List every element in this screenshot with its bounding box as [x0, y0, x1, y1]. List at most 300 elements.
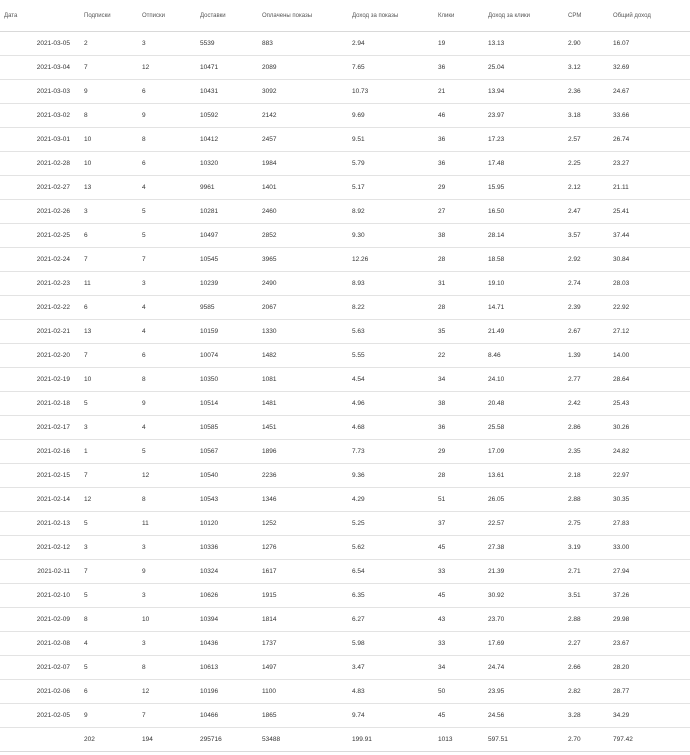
table-row — [0, 80, 690, 104]
impression-revenue-cell: 9.30 — [346, 224, 432, 248]
click-revenue-cell: 24.74 — [482, 656, 562, 680]
clicks-cell: 29 — [432, 440, 482, 464]
table-row — [0, 416, 690, 440]
impression-revenue-cell: 5.79 — [346, 152, 432, 176]
unsubscriptions-cell: 9 — [136, 560, 194, 584]
cpm-cell: 2.82 — [562, 680, 607, 704]
total-unsubscriptions-cell: 194 — [136, 728, 194, 752]
subscriptions-cell: 5 — [78, 584, 136, 608]
total-revenue-cell: 24.82 — [607, 440, 690, 464]
total-revenue-cell: 28.64 — [607, 368, 690, 392]
cpm-cell: 2.77 — [562, 368, 607, 392]
subscriptions-cell: 1 — [78, 440, 136, 464]
clicks-cell: 31 — [432, 272, 482, 296]
paid-impressions-cell: 1915 — [256, 584, 346, 608]
click-revenue-cell: 8.46 — [482, 344, 562, 368]
totals-row — [0, 728, 690, 752]
total-date-cell — [0, 728, 78, 752]
subscriptions-cell: 3 — [78, 416, 136, 440]
unsubscriptions-cell: 4 — [136, 176, 194, 200]
total-revenue-cell: 37.26 — [607, 584, 690, 608]
click-revenue-cell: 24.10 — [482, 368, 562, 392]
clicks-cell: 27 — [432, 200, 482, 224]
paid-impressions-cell: 1401 — [256, 176, 346, 200]
total-click-revenue-cell: 597.51 — [482, 728, 562, 752]
date-cell: 2021-02-09 — [0, 608, 78, 632]
unsubscriptions-cell: 5 — [136, 440, 194, 464]
date-cell: 2021-02-28 — [0, 152, 78, 176]
total-revenue-cell: 22.92 — [607, 296, 690, 320]
table-body — [0, 32, 690, 752]
click-revenue-cell: 13.13 — [482, 32, 562, 56]
unsubscriptions-cell: 12 — [136, 680, 194, 704]
cpm-cell: 3.19 — [562, 536, 607, 560]
impression-revenue-cell: 7.65 — [346, 56, 432, 80]
date-cell: 2021-02-22 — [0, 296, 78, 320]
clicks-cell: 28 — [432, 464, 482, 488]
click-revenue-cell: 23.70 — [482, 608, 562, 632]
deliveries-cell: 10543 — [194, 488, 256, 512]
table-row — [0, 344, 690, 368]
cpm-cell: 2.90 — [562, 32, 607, 56]
total-revenue-cell: 21.11 — [607, 176, 690, 200]
click-revenue-cell: 25.58 — [482, 416, 562, 440]
total-revenue-cell: 30.26 — [607, 416, 690, 440]
impression-revenue-cell: 12.26 — [346, 248, 432, 272]
date-cell: 2021-02-15 — [0, 464, 78, 488]
click-revenue-cell: 18.58 — [482, 248, 562, 272]
table-row — [0, 584, 690, 608]
cpm-cell: 2.66 — [562, 656, 607, 680]
unsubscriptions-cell: 11 — [136, 512, 194, 536]
cpm-cell: 2.42 — [562, 392, 607, 416]
impression-revenue-cell: 5.17 — [346, 176, 432, 200]
cpm-cell: 2.25 — [562, 152, 607, 176]
deliveries-cell: 5539 — [194, 32, 256, 56]
deliveries-cell: 10350 — [194, 368, 256, 392]
column-header-click-revenue: Доход за клики — [482, 0, 562, 32]
subscriptions-cell: 6 — [78, 224, 136, 248]
clicks-cell: 33 — [432, 560, 482, 584]
paid-impressions-cell: 1865 — [256, 704, 346, 728]
table-row — [0, 656, 690, 680]
deliveries-cell: 10540 — [194, 464, 256, 488]
impression-revenue-cell: 10.73 — [346, 80, 432, 104]
unsubscriptions-cell: 3 — [136, 536, 194, 560]
paid-impressions-cell: 1330 — [256, 320, 346, 344]
clicks-cell: 45 — [432, 704, 482, 728]
table-row — [0, 704, 690, 728]
subscriptions-cell: 6 — [78, 296, 136, 320]
deliveries-cell: 10281 — [194, 200, 256, 224]
deliveries-cell: 10159 — [194, 320, 256, 344]
date-cell: 2021-02-19 — [0, 368, 78, 392]
clicks-cell: 29 — [432, 176, 482, 200]
total-revenue-cell: 27.83 — [607, 512, 690, 536]
table-row — [0, 560, 690, 584]
total-revenue-cell: 37.44 — [607, 224, 690, 248]
table-row — [0, 632, 690, 656]
subscriptions-cell: 7 — [78, 344, 136, 368]
paid-impressions-cell: 2089 — [256, 56, 346, 80]
date-cell: 2021-02-26 — [0, 200, 78, 224]
table-row — [0, 512, 690, 536]
cpm-cell: 2.12 — [562, 176, 607, 200]
subscriptions-cell: 10 — [78, 128, 136, 152]
cpm-cell: 2.36 — [562, 80, 607, 104]
unsubscriptions-cell: 3 — [136, 32, 194, 56]
impression-revenue-cell: 5.63 — [346, 320, 432, 344]
date-cell: 2021-02-11 — [0, 560, 78, 584]
total-revenue-cell: 34.29 — [607, 704, 690, 728]
click-revenue-cell: 21.39 — [482, 560, 562, 584]
clicks-cell: 35 — [432, 320, 482, 344]
impression-revenue-cell: 6.35 — [346, 584, 432, 608]
unsubscriptions-cell: 8 — [136, 488, 194, 512]
date-cell: 2021-02-24 — [0, 248, 78, 272]
unsubscriptions-cell: 7 — [136, 704, 194, 728]
table-row — [0, 152, 690, 176]
cpm-cell: 2.67 — [562, 320, 607, 344]
total-revenue-cell: 32.69 — [607, 56, 690, 80]
click-revenue-cell: 26.05 — [482, 488, 562, 512]
cpm-cell: 3.51 — [562, 584, 607, 608]
paid-impressions-cell: 1497 — [256, 656, 346, 680]
impression-revenue-cell: 4.68 — [346, 416, 432, 440]
clicks-cell: 19 — [432, 32, 482, 56]
deliveries-cell: 10324 — [194, 560, 256, 584]
unsubscriptions-cell: 4 — [136, 416, 194, 440]
column-header-subscriptions: Подписки — [78, 0, 136, 32]
paid-impressions-cell: 2142 — [256, 104, 346, 128]
date-cell: 2021-02-17 — [0, 416, 78, 440]
date-cell: 2021-02-07 — [0, 656, 78, 680]
column-header-total-revenue: Общий доход — [607, 0, 690, 32]
total-revenue-cell: 29.98 — [607, 608, 690, 632]
date-cell: 2021-02-06 — [0, 680, 78, 704]
cpm-cell: 2.57 — [562, 128, 607, 152]
impression-revenue-cell: 2.94 — [346, 32, 432, 56]
table-row — [0, 176, 690, 200]
total-revenue-cell: 23.67 — [607, 632, 690, 656]
date-cell: 2021-02-08 — [0, 632, 78, 656]
click-revenue-cell: 25.04 — [482, 56, 562, 80]
paid-impressions-cell: 1814 — [256, 608, 346, 632]
cpm-cell: 2.18 — [562, 464, 607, 488]
click-revenue-cell: 19.10 — [482, 272, 562, 296]
deliveries-cell: 10394 — [194, 608, 256, 632]
table-row — [0, 296, 690, 320]
clicks-cell: 36 — [432, 416, 482, 440]
unsubscriptions-cell: 6 — [136, 80, 194, 104]
table-row — [0, 248, 690, 272]
cpm-cell: 2.88 — [562, 608, 607, 632]
impression-revenue-cell: 4.54 — [346, 368, 432, 392]
impression-revenue-cell: 4.29 — [346, 488, 432, 512]
deliveries-cell: 9961 — [194, 176, 256, 200]
impression-revenue-cell: 9.36 — [346, 464, 432, 488]
cpm-cell: 2.39 — [562, 296, 607, 320]
click-revenue-cell: 27.38 — [482, 536, 562, 560]
clicks-cell: 21 — [432, 80, 482, 104]
click-revenue-cell: 16.50 — [482, 200, 562, 224]
unsubscriptions-cell: 5 — [136, 224, 194, 248]
cpm-cell: 3.28 — [562, 704, 607, 728]
clicks-cell: 33 — [432, 632, 482, 656]
subscriptions-cell: 10 — [78, 152, 136, 176]
header-row — [0, 0, 690, 32]
impression-revenue-cell: 8.93 — [346, 272, 432, 296]
paid-impressions-cell: 1252 — [256, 512, 346, 536]
deliveries-cell: 10514 — [194, 392, 256, 416]
unsubscriptions-cell: 8 — [136, 656, 194, 680]
subscriptions-cell: 5 — [78, 656, 136, 680]
subscriptions-cell: 9 — [78, 80, 136, 104]
clicks-cell: 45 — [432, 584, 482, 608]
cpm-cell: 2.75 — [562, 512, 607, 536]
date-cell: 2021-02-23 — [0, 272, 78, 296]
total-revenue-cell: 30.35 — [607, 488, 690, 512]
unsubscriptions-cell: 4 — [136, 296, 194, 320]
deliveries-cell: 10613 — [194, 656, 256, 680]
date-cell: 2021-03-02 — [0, 104, 78, 128]
clicks-cell: 37 — [432, 512, 482, 536]
unsubscriptions-cell: 12 — [136, 56, 194, 80]
total-clicks-cell: 1013 — [432, 728, 482, 752]
date-cell: 2021-02-12 — [0, 536, 78, 560]
subscriptions-cell: 5 — [78, 512, 136, 536]
total-revenue-cell: 28.03 — [607, 272, 690, 296]
cpm-cell: 2.47 — [562, 200, 607, 224]
click-revenue-cell: 17.09 — [482, 440, 562, 464]
column-header-date: Дата — [0, 0, 78, 32]
impression-revenue-cell: 9.74 — [346, 704, 432, 728]
paid-impressions-cell: 2236 — [256, 464, 346, 488]
clicks-cell: 36 — [432, 152, 482, 176]
paid-impressions-cell: 3092 — [256, 80, 346, 104]
deliveries-cell: 10626 — [194, 584, 256, 608]
deliveries-cell: 10471 — [194, 56, 256, 80]
date-cell: 2021-02-13 — [0, 512, 78, 536]
deliveries-cell: 10196 — [194, 680, 256, 704]
clicks-cell: 50 — [432, 680, 482, 704]
total-deliveries-cell: 295716 — [194, 728, 256, 752]
date-cell: 2021-02-18 — [0, 392, 78, 416]
paid-impressions-cell: 2490 — [256, 272, 346, 296]
total-revenue-cell: 24.67 — [607, 80, 690, 104]
total-revenue-cell: 16.07 — [607, 32, 690, 56]
subscriptions-cell: 3 — [78, 200, 136, 224]
table-row — [0, 392, 690, 416]
cpm-cell: 3.57 — [562, 224, 607, 248]
paid-impressions-cell: 2460 — [256, 200, 346, 224]
impression-revenue-cell: 8.92 — [346, 200, 432, 224]
subscriptions-cell: 12 — [78, 488, 136, 512]
subscriptions-cell: 9 — [78, 704, 136, 728]
paid-impressions-cell: 2457 — [256, 128, 346, 152]
deliveries-cell: 10239 — [194, 272, 256, 296]
total-revenue-cell: 33.66 — [607, 104, 690, 128]
date-cell: 2021-02-16 — [0, 440, 78, 464]
deliveries-cell: 10120 — [194, 512, 256, 536]
date-cell: 2021-02-25 — [0, 224, 78, 248]
clicks-cell: 36 — [432, 128, 482, 152]
click-revenue-cell: 13.94 — [482, 80, 562, 104]
paid-impressions-cell: 2067 — [256, 296, 346, 320]
clicks-cell: 43 — [432, 608, 482, 632]
column-header-deliveries: Доставки — [194, 0, 256, 32]
paid-impressions-cell: 1100 — [256, 680, 346, 704]
paid-impressions-cell: 2852 — [256, 224, 346, 248]
click-revenue-cell: 28.14 — [482, 224, 562, 248]
table-row — [0, 464, 690, 488]
cpm-cell: 3.18 — [562, 104, 607, 128]
subscriptions-cell: 13 — [78, 176, 136, 200]
impression-revenue-cell: 4.96 — [346, 392, 432, 416]
deliveries-cell: 10592 — [194, 104, 256, 128]
table-row — [0, 200, 690, 224]
cpm-cell: 2.71 — [562, 560, 607, 584]
date-cell: 2021-03-03 — [0, 80, 78, 104]
paid-impressions-cell: 1081 — [256, 368, 346, 392]
impression-revenue-cell: 9.69 — [346, 104, 432, 128]
clicks-cell: 36 — [432, 56, 482, 80]
clicks-cell: 38 — [432, 224, 482, 248]
subscriptions-cell: 7 — [78, 464, 136, 488]
click-revenue-cell: 24.56 — [482, 704, 562, 728]
total-revenue-cell: 23.27 — [607, 152, 690, 176]
table-row — [0, 56, 690, 80]
subscriptions-cell: 2 — [78, 32, 136, 56]
total-paid-impressions-cell: 53488 — [256, 728, 346, 752]
column-header-cpm: CPM — [562, 0, 607, 32]
paid-impressions-cell: 1737 — [256, 632, 346, 656]
deliveries-cell: 10431 — [194, 80, 256, 104]
total-revenue-cell: 22.97 — [607, 464, 690, 488]
click-revenue-cell: 23.97 — [482, 104, 562, 128]
date-cell: 2021-02-14 — [0, 488, 78, 512]
total-revenue-cell: 25.41 — [607, 200, 690, 224]
deliveries-cell: 10585 — [194, 416, 256, 440]
total-revenue-cell: 33.00 — [607, 536, 690, 560]
impression-revenue-cell: 6.54 — [346, 560, 432, 584]
total-revenue-cell: 25.43 — [607, 392, 690, 416]
deliveries-cell: 10336 — [194, 536, 256, 560]
click-revenue-cell: 22.57 — [482, 512, 562, 536]
table-row — [0, 608, 690, 632]
click-revenue-cell: 15.95 — [482, 176, 562, 200]
total-revenue-cell: 26.74 — [607, 128, 690, 152]
subscriptions-cell: 13 — [78, 320, 136, 344]
unsubscriptions-cell: 9 — [136, 392, 194, 416]
paid-impressions-cell: 1276 — [256, 536, 346, 560]
subscriptions-cell: 5 — [78, 392, 136, 416]
total-revenue-cell: 27.12 — [607, 320, 690, 344]
paid-impressions-cell: 883 — [256, 32, 346, 56]
table-row — [0, 320, 690, 344]
paid-impressions-cell: 1617 — [256, 560, 346, 584]
click-revenue-cell: 30.92 — [482, 584, 562, 608]
date-cell: 2021-02-27 — [0, 176, 78, 200]
total-impression-revenue-cell: 199.91 — [346, 728, 432, 752]
clicks-cell: 46 — [432, 104, 482, 128]
click-revenue-cell: 20.48 — [482, 392, 562, 416]
subscriptions-cell: 11 — [78, 272, 136, 296]
clicks-cell: 45 — [432, 536, 482, 560]
total-revenue-cell: 30.84 — [607, 248, 690, 272]
unsubscriptions-cell: 12 — [136, 464, 194, 488]
total-cpm-cell: 2.70 — [562, 728, 607, 752]
total-revenue-cell: 28.20 — [607, 656, 690, 680]
unsubscriptions-cell: 3 — [136, 584, 194, 608]
unsubscriptions-cell: 3 — [136, 632, 194, 656]
table-row — [0, 272, 690, 296]
deliveries-cell: 10320 — [194, 152, 256, 176]
unsubscriptions-cell: 10 — [136, 608, 194, 632]
clicks-cell: 28 — [432, 296, 482, 320]
total-total-revenue-cell: 797.42 — [607, 728, 690, 752]
cpm-cell: 1.39 — [562, 344, 607, 368]
table-row — [0, 536, 690, 560]
cpm-cell: 2.35 — [562, 440, 607, 464]
column-header-paid-impressions: Оплачены показы — [256, 0, 346, 32]
click-revenue-cell: 17.23 — [482, 128, 562, 152]
table-row — [0, 368, 690, 392]
click-revenue-cell: 13.61 — [482, 464, 562, 488]
date-cell: 2021-02-20 — [0, 344, 78, 368]
deliveries-cell: 9585 — [194, 296, 256, 320]
click-revenue-cell: 17.48 — [482, 152, 562, 176]
subscriptions-cell: 4 — [78, 632, 136, 656]
table-row — [0, 488, 690, 512]
subscriptions-cell: 7 — [78, 56, 136, 80]
date-cell: 2021-02-10 — [0, 584, 78, 608]
clicks-cell: 51 — [432, 488, 482, 512]
cpm-cell: 2.27 — [562, 632, 607, 656]
impression-revenue-cell: 5.62 — [346, 536, 432, 560]
column-header-unsubscriptions: Отписки — [136, 0, 194, 32]
deliveries-cell: 10466 — [194, 704, 256, 728]
subscriptions-cell: 3 — [78, 536, 136, 560]
unsubscriptions-cell: 6 — [136, 344, 194, 368]
deliveries-cell: 10074 — [194, 344, 256, 368]
paid-impressions-cell: 1482 — [256, 344, 346, 368]
click-revenue-cell: 21.49 — [482, 320, 562, 344]
subscriptions-cell: 8 — [78, 608, 136, 632]
impression-revenue-cell: 7.73 — [346, 440, 432, 464]
impression-revenue-cell: 4.83 — [346, 680, 432, 704]
clicks-cell: 28 — [432, 248, 482, 272]
cpm-cell: 2.74 — [562, 272, 607, 296]
table-row — [0, 440, 690, 464]
cpm-cell: 3.12 — [562, 56, 607, 80]
unsubscriptions-cell: 8 — [136, 368, 194, 392]
unsubscriptions-cell: 5 — [136, 200, 194, 224]
date-cell: 2021-03-01 — [0, 128, 78, 152]
total-revenue-cell: 14.00 — [607, 344, 690, 368]
paid-impressions-cell: 1984 — [256, 152, 346, 176]
cpm-cell: 2.92 — [562, 248, 607, 272]
subscriptions-cell: 6 — [78, 680, 136, 704]
unsubscriptions-cell: 9 — [136, 104, 194, 128]
paid-impressions-cell: 1896 — [256, 440, 346, 464]
paid-impressions-cell: 1481 — [256, 392, 346, 416]
impression-revenue-cell: 9.51 — [346, 128, 432, 152]
cpm-cell: 2.86 — [562, 416, 607, 440]
subscriptions-cell: 10 — [78, 368, 136, 392]
click-revenue-cell: 14.71 — [482, 296, 562, 320]
click-revenue-cell: 23.95 — [482, 680, 562, 704]
